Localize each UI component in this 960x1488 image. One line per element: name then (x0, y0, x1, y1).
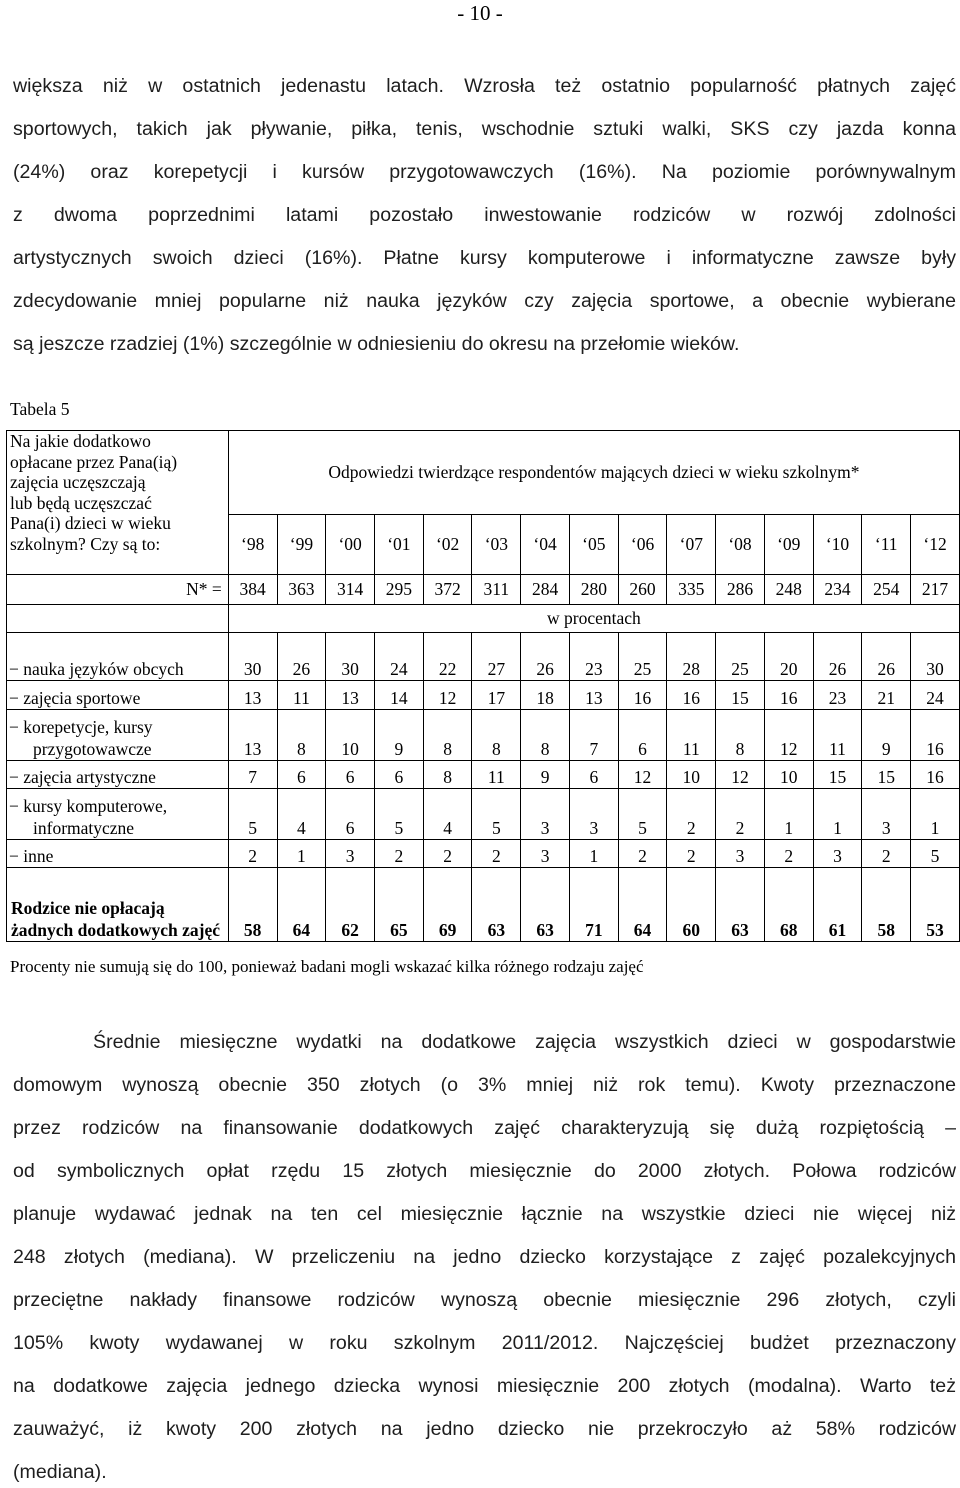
table-cell: 24 (911, 681, 960, 710)
sample-size-value: 280 (569, 575, 618, 605)
table-cell: 27 (472, 633, 521, 681)
table-cell: 6 (569, 761, 618, 789)
table-cell: 14 (375, 681, 424, 710)
table-row (7, 868, 960, 942)
table-row (7, 633, 960, 681)
paragraph-line: sportowych, takich jak pływanie, piłka, tenis, wschodnie sztuki walki, SKS czy jazda konna (13, 118, 956, 140)
question-line: szkolnym? Czy są to: (10, 533, 161, 554)
table-cell: 22 (423, 633, 472, 681)
table-cell: 2 (472, 840, 521, 868)
paragraph-line: domowym wynoszą obecnie 350 złotych (o 3% mniej niż rok temu). Kwoty przeznaczone (13, 1074, 956, 1096)
answers-header: Odpowiedzi twierdzące respondentów mających dzieci w wieku szkolnym* (228, 431, 959, 515)
year-header: ‘10 (813, 515, 862, 575)
table-cell: 10 (667, 761, 716, 789)
paragraph-line: zdecydowanie mniej popularne niż nauka języków czy zajęcia sportowe, a obecnie wybierane (13, 290, 956, 312)
table-cell: 2 (764, 840, 813, 868)
table-note: Procenty nie sumują się do 100, ponieważ badani mogli wskazać kilka różnego rodzaju zajęć (10, 957, 644, 976)
table-cell: 65 (375, 868, 424, 942)
year-header: ‘02 (423, 515, 472, 575)
table-cell: 11 (813, 710, 862, 761)
paragraph-line: Średnie miesięczne wydatki na dodatkowe zajęcia wszystkich dzieci w gospodarstwie (93, 1031, 956, 1053)
paragraph-line: artystycznych swoich dzieci (16%). Płatne kursy komputerowe i informatyczne zawsze były (13, 247, 956, 269)
paragraph-line: (24%) oraz korepetycji i kursów przygotowawczych (16%). Na poziomie porównywalnym (13, 161, 956, 183)
table-cell: 16 (667, 681, 716, 710)
table-cell: 13 (326, 681, 375, 710)
row-label: − zajęcia artystyczne (7, 761, 229, 789)
question-line: lub będą uczęszczać (10, 492, 152, 513)
sample-size-value: 311 (472, 575, 521, 605)
table-cell: 2 (375, 840, 424, 868)
table-row (7, 710, 960, 761)
table-cell: 64 (618, 868, 667, 942)
table-cell: 17 (472, 681, 521, 710)
year-header: ‘99 (277, 515, 326, 575)
table-cell: 26 (862, 633, 911, 681)
table-row (7, 840, 960, 868)
table-cell: 63 (716, 868, 765, 942)
table-cell: 26 (277, 633, 326, 681)
table-cell: 7 (569, 710, 618, 761)
paragraph-line: planuje wydawać jednak na ten cel miesięcznie łącznie na wszystkie dzieci nie więcej niż (13, 1203, 956, 1225)
table-cell: 63 (472, 868, 521, 942)
table-cell: 12 (764, 710, 813, 761)
question-header (7, 431, 229, 575)
table-cell: 2 (618, 840, 667, 868)
table-cell: 4 (277, 789, 326, 840)
table-cell: 1 (764, 789, 813, 840)
table-cell: 15 (813, 761, 862, 789)
table-caption: Tabela 5 (10, 399, 70, 419)
table-row (7, 789, 960, 840)
table-cell: 8 (277, 710, 326, 761)
table-cell: 58 (862, 868, 911, 942)
paragraph-line: zauważyć, iż kwoty 200 złotych na jedno dziecko nie przekroczyło aż 58% rodziców (13, 1418, 956, 1440)
question-line: zajęcia uczęszczają (10, 472, 146, 492)
table-cell: 8 (423, 710, 472, 761)
table-cell: 60 (667, 868, 716, 942)
table-cell: 13 (569, 681, 618, 710)
table-cell: 61 (813, 868, 862, 942)
table-cell: 18 (521, 681, 570, 710)
table-cell: 4 (423, 789, 472, 840)
table-cell: 16 (911, 710, 960, 761)
sample-size-value: 335 (667, 575, 716, 605)
paragraph-line: są jeszcze rzadziej (1%) szczególnie w odniesieniu do okresu na przełomie wieków. (13, 333, 740, 355)
row-label: − zajęcia sportowe (7, 681, 229, 710)
year-header: ‘07 (667, 515, 716, 575)
table-cell: 1 (911, 789, 960, 840)
table-cell: 20 (764, 633, 813, 681)
table-cell: 10 (326, 710, 375, 761)
table-cell: 53 (911, 868, 960, 942)
table-cell: 24 (375, 633, 424, 681)
table-cell: 26 (521, 633, 570, 681)
table-cell: 6 (326, 761, 375, 789)
sample-size-value: 384 (228, 575, 277, 605)
table-cell: 16 (618, 681, 667, 710)
table-cell: 5 (472, 789, 521, 840)
table-cell: 11 (667, 710, 716, 761)
table-cell: 9 (521, 761, 570, 789)
table-cell: 15 (862, 761, 911, 789)
table-cell: 11 (277, 681, 326, 710)
table-cell: 8 (472, 710, 521, 761)
paragraph-line: na dodatkowe zajęcia jednego dziecka wynosi miesięcznie 200 złotych (modalna). Warto też (13, 1375, 956, 1397)
table-cell: 2 (667, 789, 716, 840)
year-header: ‘03 (472, 515, 521, 575)
table-cell: 3 (862, 789, 911, 840)
table-cell: 3 (569, 789, 618, 840)
sample-size-row (7, 575, 960, 605)
survey-table (6, 430, 960, 942)
sample-size-value: 363 (277, 575, 326, 605)
table-cell: 9 (375, 710, 424, 761)
table-cell: 30 (326, 633, 375, 681)
table-row (7, 681, 960, 710)
year-header: ‘11 (862, 515, 911, 575)
table-cell: 25 (716, 633, 765, 681)
table-cell: 5 (618, 789, 667, 840)
sample-size-value: 295 (375, 575, 424, 605)
table-cell: 16 (911, 761, 960, 789)
paragraph-line: od symbolicznych opłat rzędu 15 złotych miesięcznie do 2000 złotych. Połowa rodziców (13, 1160, 956, 1182)
table-cell: 71 (569, 868, 618, 942)
table-cell: 16 (764, 681, 813, 710)
sample-size-value: 260 (618, 575, 667, 605)
paragraph-line: z dwoma poprzednimi latami pozostało inwestowanie rodziców w rozwój zdolności (13, 204, 956, 226)
paragraph-line: 105% kwoty wydawanej w roku szkolnym 2011/2012. Najczęściej budżet przeznaczony (13, 1332, 956, 1354)
table-cell: 1 (813, 789, 862, 840)
question-line: Pana(i) dzieci w wieku (10, 513, 171, 533)
table-cell: 23 (569, 633, 618, 681)
row-label: − nauka języków obcych (7, 633, 229, 681)
table-cell: 25 (618, 633, 667, 681)
table-cell: 3 (813, 840, 862, 868)
table-cell: 1 (569, 840, 618, 868)
paragraph-top (13, 65, 956, 366)
year-header: ‘06 (618, 515, 667, 575)
paragraph-bottom (13, 1021, 956, 1488)
table-cell: 13 (228, 681, 277, 710)
table-cell: 6 (326, 789, 375, 840)
table-cell: 2 (423, 840, 472, 868)
table-cell: 12 (618, 761, 667, 789)
empty-cell (7, 605, 229, 633)
table-cell: 12 (423, 681, 472, 710)
row-label: − kursy komputerowe, informatyczne (7, 789, 229, 840)
year-header: ‘09 (764, 515, 813, 575)
page-number: - 10 - (457, 1, 503, 25)
year-header: ‘01 (375, 515, 424, 575)
paragraph-line: przez rodziców na finansowanie dodatkowych zajęć charakteryzują się dużą rozpiętością – (13, 1117, 956, 1139)
sample-size-value: 372 (423, 575, 472, 605)
table-cell: 64 (277, 868, 326, 942)
year-header: ‘98 (228, 515, 277, 575)
table-cell: 2 (228, 840, 277, 868)
table-cell: 23 (813, 681, 862, 710)
table-cell: 26 (813, 633, 862, 681)
year-header: ‘08 (716, 515, 765, 575)
year-header: ‘12 (911, 515, 960, 575)
sample-size-label: N* = (7, 575, 229, 605)
unit-label: w procentach (228, 605, 959, 633)
question-line: opłacane przez Pana(ią) (10, 451, 178, 472)
sample-size-value: 314 (326, 575, 375, 605)
table-cell: 8 (716, 710, 765, 761)
table-cell: 12 (716, 761, 765, 789)
table-cell: 62 (326, 868, 375, 942)
table-cell: 8 (521, 710, 570, 761)
paragraph-line: 248 złotych (mediana). W przeliczeniu na jedno dziecko korzystające z zajęć pozalekcyjnych (13, 1246, 956, 1268)
table-cell: 6 (375, 761, 424, 789)
table-cell: 10 (764, 761, 813, 789)
table-cell: 13 (228, 710, 277, 761)
table-cell: 3 (326, 840, 375, 868)
question-line: Na jakie dodatkowo (10, 431, 151, 451)
row-label: − korepetycje, kursy przygotowawcze (7, 710, 229, 761)
sample-size-value: 234 (813, 575, 862, 605)
table-cell: 2 (716, 789, 765, 840)
table-cell: 5 (228, 789, 277, 840)
sample-size-value: 248 (764, 575, 813, 605)
table-cell: 15 (716, 681, 765, 710)
table-cell: 6 (277, 761, 326, 789)
table-cell: 2 (862, 840, 911, 868)
sample-size-value: 286 (716, 575, 765, 605)
table-cell: 2 (667, 840, 716, 868)
table-cell: 1 (277, 840, 326, 868)
table-cell: 21 (862, 681, 911, 710)
paragraph-line: przeciętne nakłady finansowe rodziców wynoszą obecnie miesięcznie 296 złotych, czyli (13, 1289, 956, 1311)
table-cell: 58 (228, 868, 277, 942)
table-cell: 3 (521, 840, 570, 868)
sample-size-value: 217 (911, 575, 960, 605)
table-cell: 3 (716, 840, 765, 868)
row-label: − inne (7, 840, 229, 868)
paragraph-line: (mediana). (13, 1461, 107, 1483)
table-cell: 9 (862, 710, 911, 761)
table-cell: 8 (423, 761, 472, 789)
table-cell: 5 (375, 789, 424, 840)
table-cell: 7 (228, 761, 277, 789)
year-header: ‘04 (521, 515, 570, 575)
table-cell: 30 (911, 633, 960, 681)
unit-row (7, 605, 960, 633)
table-cell: 11 (472, 761, 521, 789)
table-cell: 6 (618, 710, 667, 761)
row-label: Rodzice nie opłacają żadnych dodatkowych zajęć (7, 868, 229, 942)
table-cell: 5 (911, 840, 960, 868)
paragraph-line: większa niż w ostatnich jedenastu latach. Wzrosła też ostatnio popularność płatnych zajęć (13, 75, 956, 97)
table-cell: 28 (667, 633, 716, 681)
table-cell: 63 (521, 868, 570, 942)
sample-size-value: 284 (521, 575, 570, 605)
year-header: ‘05 (569, 515, 618, 575)
table-cell: 3 (521, 789, 570, 840)
table-cell: 69 (423, 868, 472, 942)
sample-size-value: 254 (862, 575, 911, 605)
year-header: ‘00 (326, 515, 375, 575)
table-cell: 68 (764, 868, 813, 942)
table-cell: 30 (228, 633, 277, 681)
table-row (7, 761, 960, 789)
